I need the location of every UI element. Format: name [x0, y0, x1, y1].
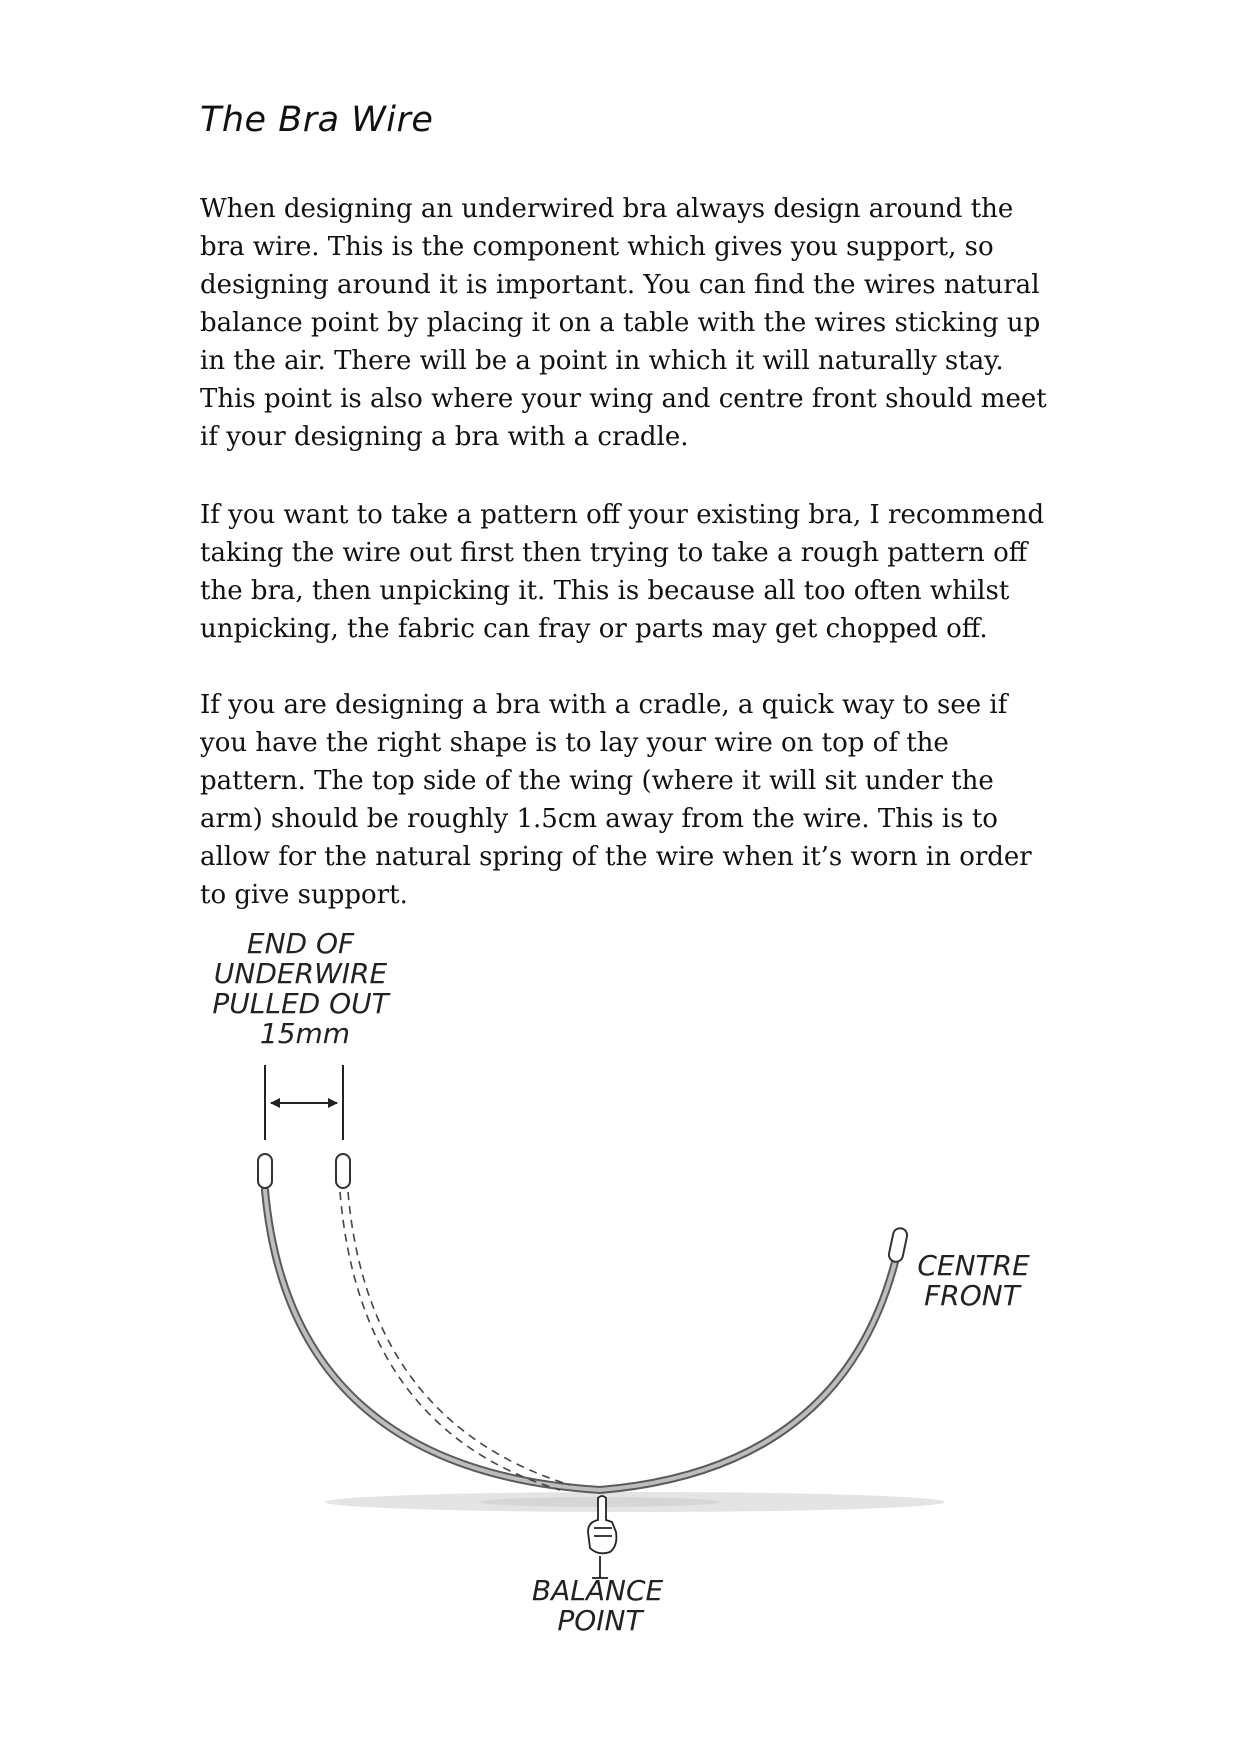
label-end-of-underwire: END OF UNDERWIRE PULLED OUT 15mm	[212, 927, 389, 1050]
label-centre-front: CENTRE FRONT	[917, 1249, 1030, 1312]
paragraph-cradle-check: If you are designing a bra with a cradle, a quick way to see if you have the right shape is to lay your wire on top of the pattern. The top side of the wing (where it will sit under the arm) should be roughly 1.5cm away from the wire. This is to allow for the natural spring of the wire when it’s worn in order to give support.	[200, 690, 1032, 910]
pointing-hand-icon	[588, 1496, 616, 1578]
underwire	[265, 1190, 895, 1490]
underwire-outline	[265, 1190, 895, 1490]
underwire-pulled-dashed-inner	[348, 1192, 570, 1485]
table-shadow	[325, 1492, 945, 1512]
wire-end-cap-left	[258, 1154, 272, 1188]
paragraph-taking-pattern: If you want to take a pattern off your existing bra, I recommend taking the wire out first then trying to take a rough pattern off the bra, then unpicking it. This is because all too often whilst unpicking, the fabric can fray or parts may get chopped off.	[200, 500, 1045, 644]
dimension-arrow-icon	[265, 1065, 343, 1140]
label-balance-point: BALANCE POINT	[531, 1574, 664, 1637]
wire-end-cap-centre-front	[888, 1227, 909, 1263]
page-title: The Bra Wire	[200, 100, 434, 140]
underwire-pulled-dashed-outer	[340, 1192, 560, 1490]
paragraph-balance-point: When designing an underwired bra always design around the bra wire. This is the component which gives you support, so designing around it is important. You can find the wires natural balance point by placing it on a table with the wires sticking up in the air. There will be a point in which it will naturally stay. This point is also where your wing and centre front should meet if your designing a bra with a cradle.	[200, 194, 1047, 452]
table-shadow-core	[480, 1497, 720, 1507]
wire-end-cap-pulled	[336, 1154, 350, 1188]
